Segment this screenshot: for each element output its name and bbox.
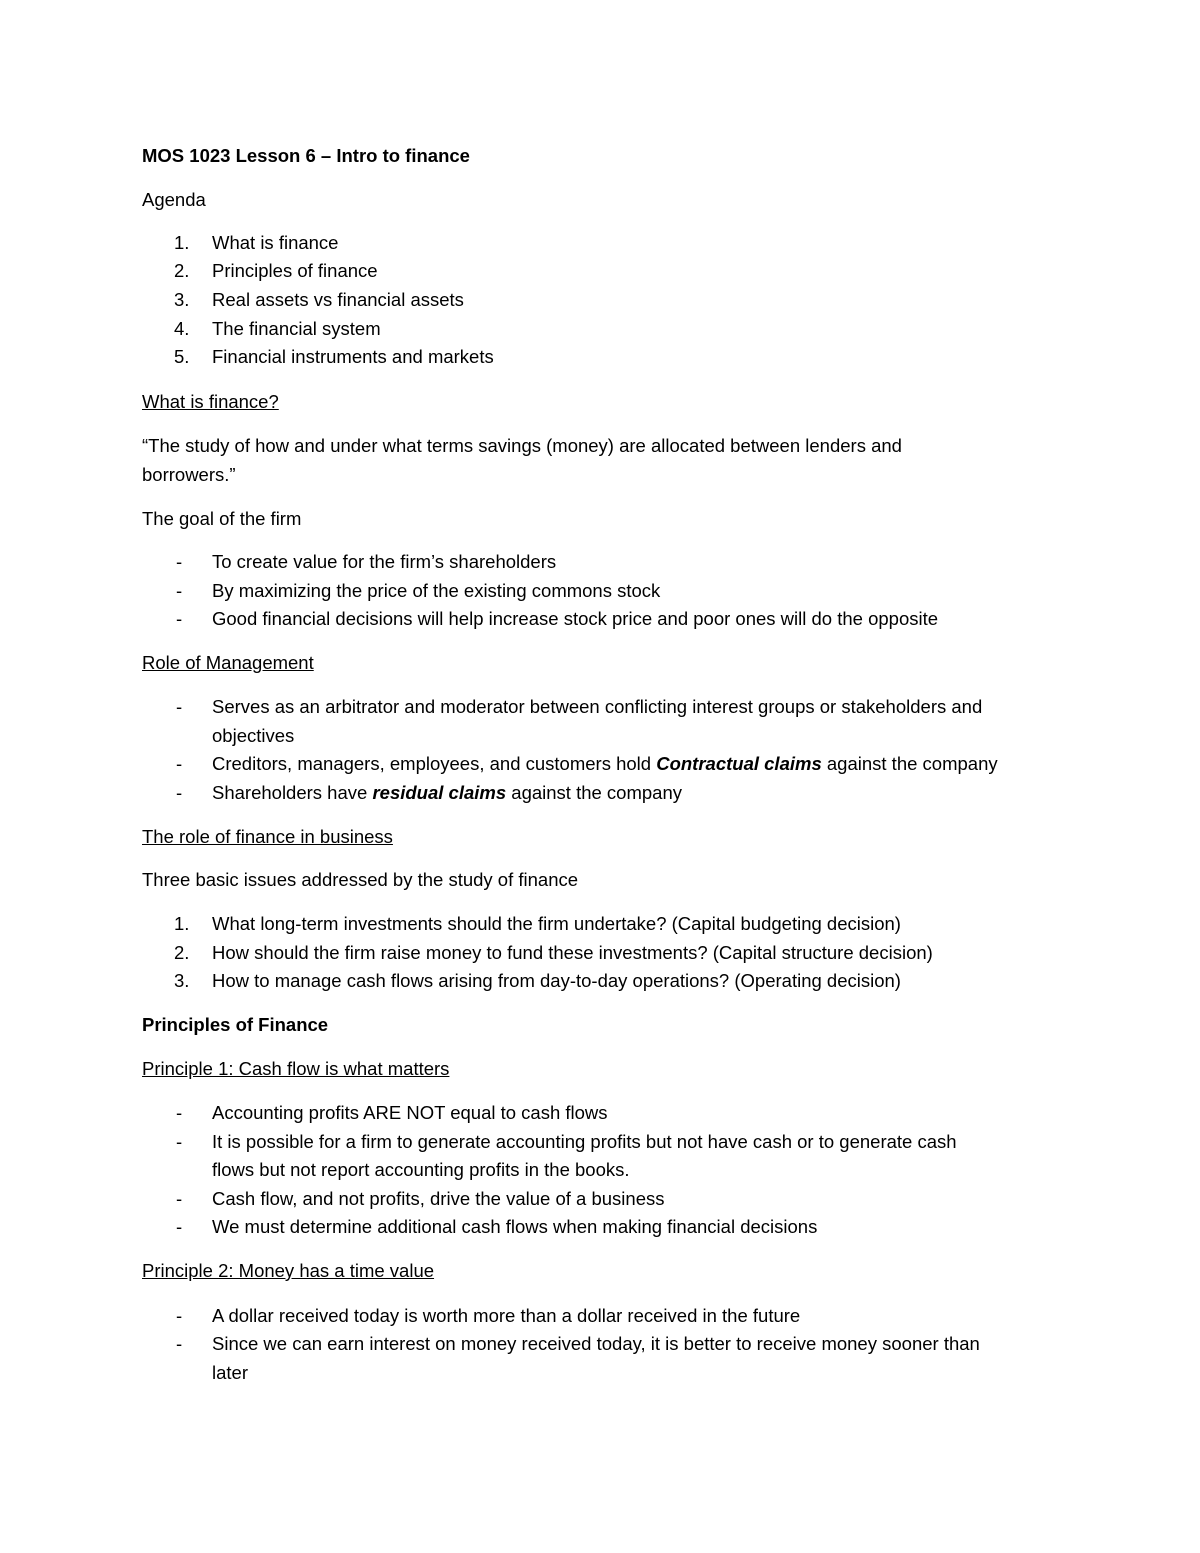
dash-marker: - [176,1188,183,1209]
section-heading-goal: The goal of the firm [142,508,302,529]
bullet-text: Serves as an arbitrator and moderator between conflicting interest groups or stakeholders and [212,696,983,717]
dash-marker: - [176,1305,183,1326]
dash-marker: - [176,580,183,601]
list-text: The financial system [212,318,381,339]
bullet-continuation: later [212,1362,248,1383]
agenda-heading: Agenda [142,189,206,210]
bullet-text: Since we can earn interest on money received today, it is better to receive money sooner than [212,1333,980,1354]
list-text: What is finance [212,232,339,253]
dash-marker: - [176,753,183,774]
list-number: 2. [174,260,190,281]
bullet-text: Good financial decisions will help increase stock price and poor ones will do the opposite [212,608,939,629]
document-title: MOS 1023 Lesson 6 – Intro to finance [142,145,470,166]
paragraph: Three basic issues addressed by the study of finance [142,869,579,890]
bullet-text: To create value for the firm’s shareholders [212,551,557,572]
list-number: 1. [174,913,190,934]
dash-marker: - [176,1102,183,1123]
dash-marker: - [176,608,183,629]
definition-quote-line: borrowers.” [142,464,236,485]
bullet-text-pre: Creditors, managers, employees, and customers hold [212,753,657,774]
bullet-text: Cash flow, and not profits, drive the value of a business [212,1188,665,1209]
list-text: Financial instruments and markets [212,346,494,367]
bullet-text: We must determine additional cash flows when making financial decisions [212,1216,818,1237]
principle-2-heading: Principle 2: Money has a time value [142,1260,435,1281]
section-heading-management: Role of Management [142,652,314,673]
list-text: How to manage cash flows arising from day-to-day operations? (Operating decision) [212,970,901,991]
dash-marker: - [176,782,183,803]
bullet-text-post: against the company [506,782,682,803]
emphasis-residual-claims: residual claims [372,782,507,803]
bullet-text [212,781,682,805]
section-heading-role-of-finance: The role of finance in business [142,826,393,847]
list-text: What long-term investments should the firm undertake? (Capital budgeting decision) [212,913,901,934]
list-text: How should the firm raise money to fund these investments? (Capital structure decision) [212,942,933,963]
dash-marker: - [176,1131,183,1152]
bullet-continuation: flows but not report accounting profits in the books. [212,1159,630,1180]
dash-marker: - [176,551,183,572]
bullet-text: By maximizing the price of the existing commons stock [212,580,661,601]
list-number: 2. [174,942,190,963]
dash-marker: - [176,1333,183,1354]
list-number: 4. [174,318,190,339]
bullet-text: Accounting profits ARE NOT equal to cash flows [212,1102,608,1123]
list-number: 3. [174,970,190,991]
list-number: 1. [174,232,190,253]
dash-marker: - [176,696,183,717]
bullet-text [212,752,998,776]
dash-marker: - [176,1216,183,1237]
bullet-text-pre: Shareholders have [212,782,373,803]
bullet-text: It is possible for a firm to generate accounting profits but not have cash or to generate cash [212,1131,957,1152]
bullet-continuation: objectives [212,725,295,746]
list-text: Real assets vs financial assets [212,289,464,310]
section-heading-principles: Principles of Finance [142,1014,329,1035]
definition-quote-line: “The study of how and under what terms savings (money) are allocated between lenders and [142,435,902,456]
bullet-text-post: against the company [821,753,998,774]
list-number: 5. [174,346,190,367]
list-text: Principles of finance [212,260,378,281]
principle-1-heading: Principle 1: Cash flow is what matters [142,1058,450,1079]
bullet-text: A dollar received today is worth more than a dollar received in the future [212,1305,801,1326]
section-heading-what-is-finance: What is finance? [142,391,279,412]
emphasis-contractual-claims: Contractual claims [656,753,822,774]
list-number: 3. [174,289,190,310]
